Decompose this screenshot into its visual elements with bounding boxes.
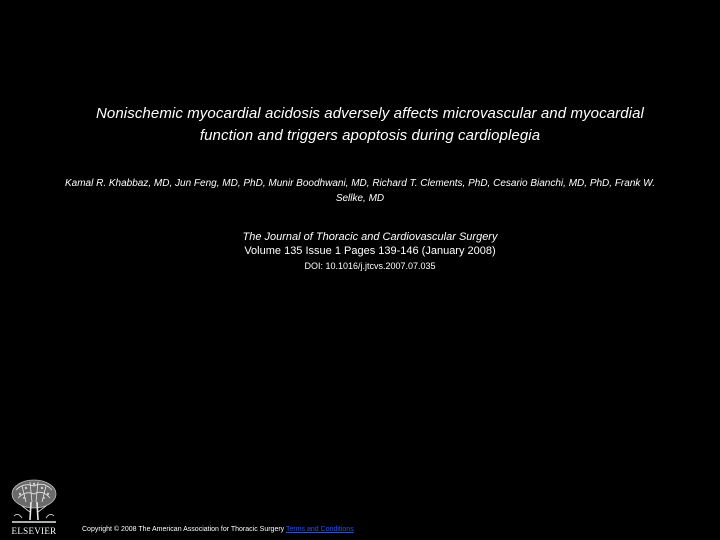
copyright-notice <box>82 525 354 535</box>
elsevier-wordmark: ELSEVIER <box>11 526 57 536</box>
doi-text: DOI: 10.1016/j.jtcvs.2007.07.035 <box>304 261 436 271</box>
author-list-line-2: Sellke, MD <box>335 193 385 204</box>
elsevier-logo <box>6 476 62 538</box>
author-list <box>10 176 710 206</box>
journal-citation <box>160 230 580 258</box>
tree-logo-icon <box>6 476 62 526</box>
article-title <box>40 103 700 147</box>
article-title-line-1: Nonischemic myocardial acidosis adversely affects microvascular and myocardial <box>95 105 644 122</box>
copyright-text: Copyright © 2008 The American Association for Thoracic Surgery <box>82 526 285 533</box>
journal-name: The Journal of Thoracic and Cardiovascular Surgery <box>242 231 498 243</box>
terms-and-conditions-link[interactable]: Terms and Conditions <box>286 526 354 533</box>
article-title-line-2: function and triggers apoptosis during cardioplegia <box>199 127 541 144</box>
journal-volume-info: Volume 135 Issue 1 Pages 139-146 (January 2008) <box>244 245 496 257</box>
author-list-line-1: Kamal R. Khabbaz, MD, Jun Feng, MD, PhD, Munir Boodhwani, MD, Richard T. Clements, PhD, Cesario Bianchi, MD, PhD, Frank W. <box>64 178 656 189</box>
